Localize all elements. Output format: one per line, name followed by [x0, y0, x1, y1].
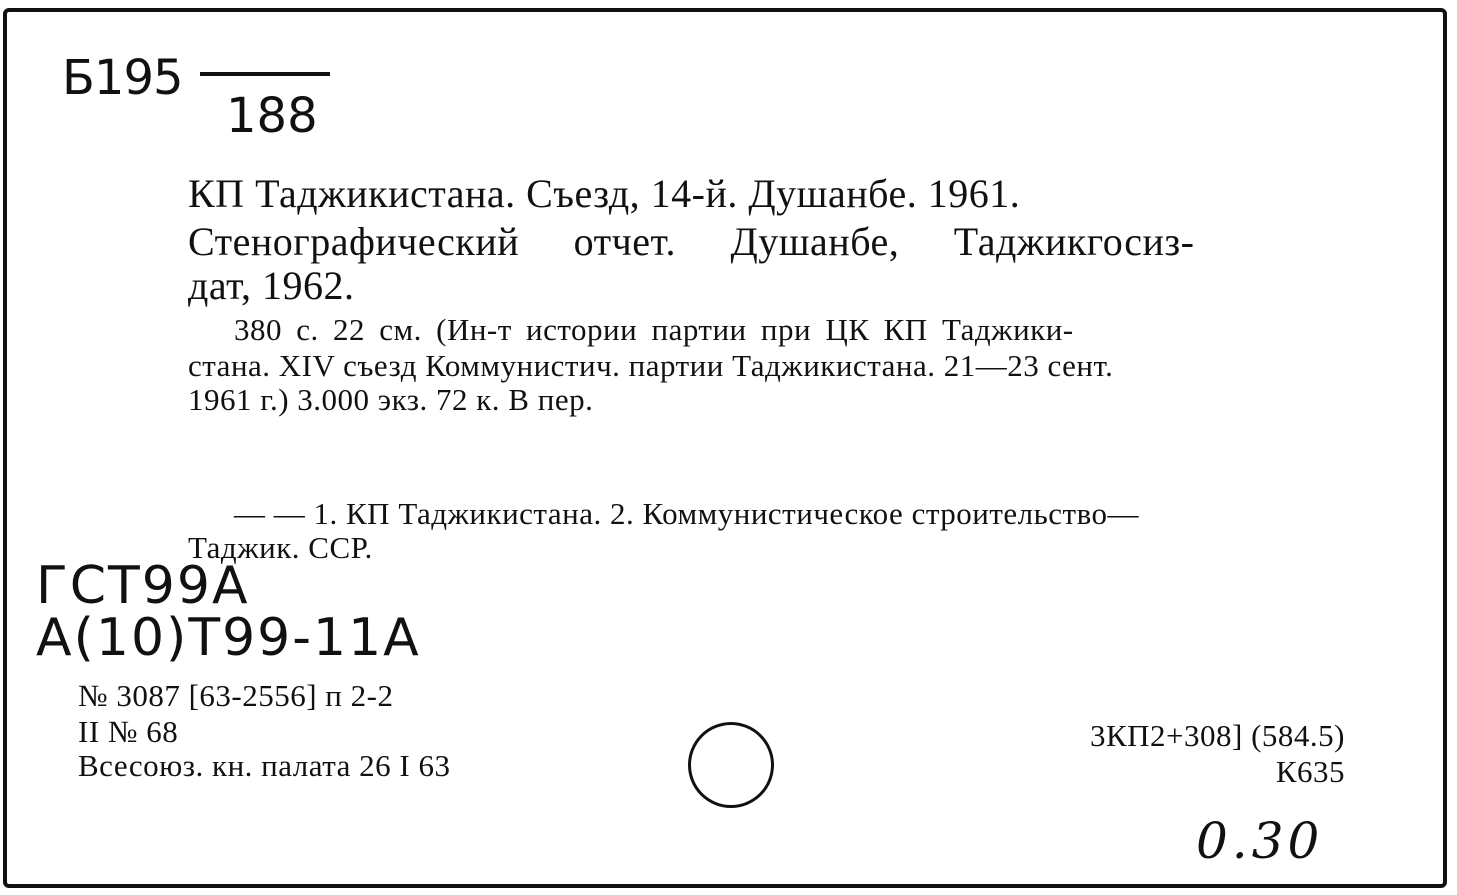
shelfmark-bottom: 188	[226, 88, 318, 144]
entry-heading: КП Таджикистана. Съезд, 14-й. Душанбе. 1961.	[188, 171, 1021, 216]
handwritten-price: 0.30	[1196, 812, 1324, 870]
entry-description-line3: 1961 г.) 3.000 экз. 72 к. В пер.	[188, 382, 594, 417]
entry-subjects-line1: — — 1. КП Таджикистана. 2. Коммунистическое строительство—	[234, 496, 1139, 531]
handwritten-code-1: ГСТ99А	[36, 556, 250, 616]
entry-subjects-line2: Таджик. ССР.	[188, 530, 373, 565]
imprint-line2: II № 68	[78, 714, 179, 749]
entry-title-line2: дат, 1962.	[188, 263, 355, 308]
shelfmark-fraction-line	[200, 72, 330, 76]
entry-title-line1: Стенографический отчет. Душанбе, Таджикгосиз-	[188, 219, 1195, 264]
handwritten-code-2: А(10)Т99-11А	[36, 608, 421, 668]
card-punch-hole	[688, 722, 774, 808]
entry-description-line2: стана. XIV съезд Коммунистич. партии Таджикистана. 21—23 сент.	[188, 348, 1114, 383]
imprint-line3: Всесоюз. кн. палата 26 I 63	[78, 748, 451, 783]
classification-line1: 3КП2+308] (584.5)	[1089, 718, 1345, 753]
classification-line2: К635	[1275, 754, 1345, 789]
imprint-line1: № 3087 [63-2556] п 2-2	[78, 678, 394, 713]
shelfmark-top: Б195	[62, 50, 183, 106]
entry-description-line1: 380 с. 22 см. (Ин-т истории партии при ЦК КП Таджики-	[234, 312, 1074, 347]
